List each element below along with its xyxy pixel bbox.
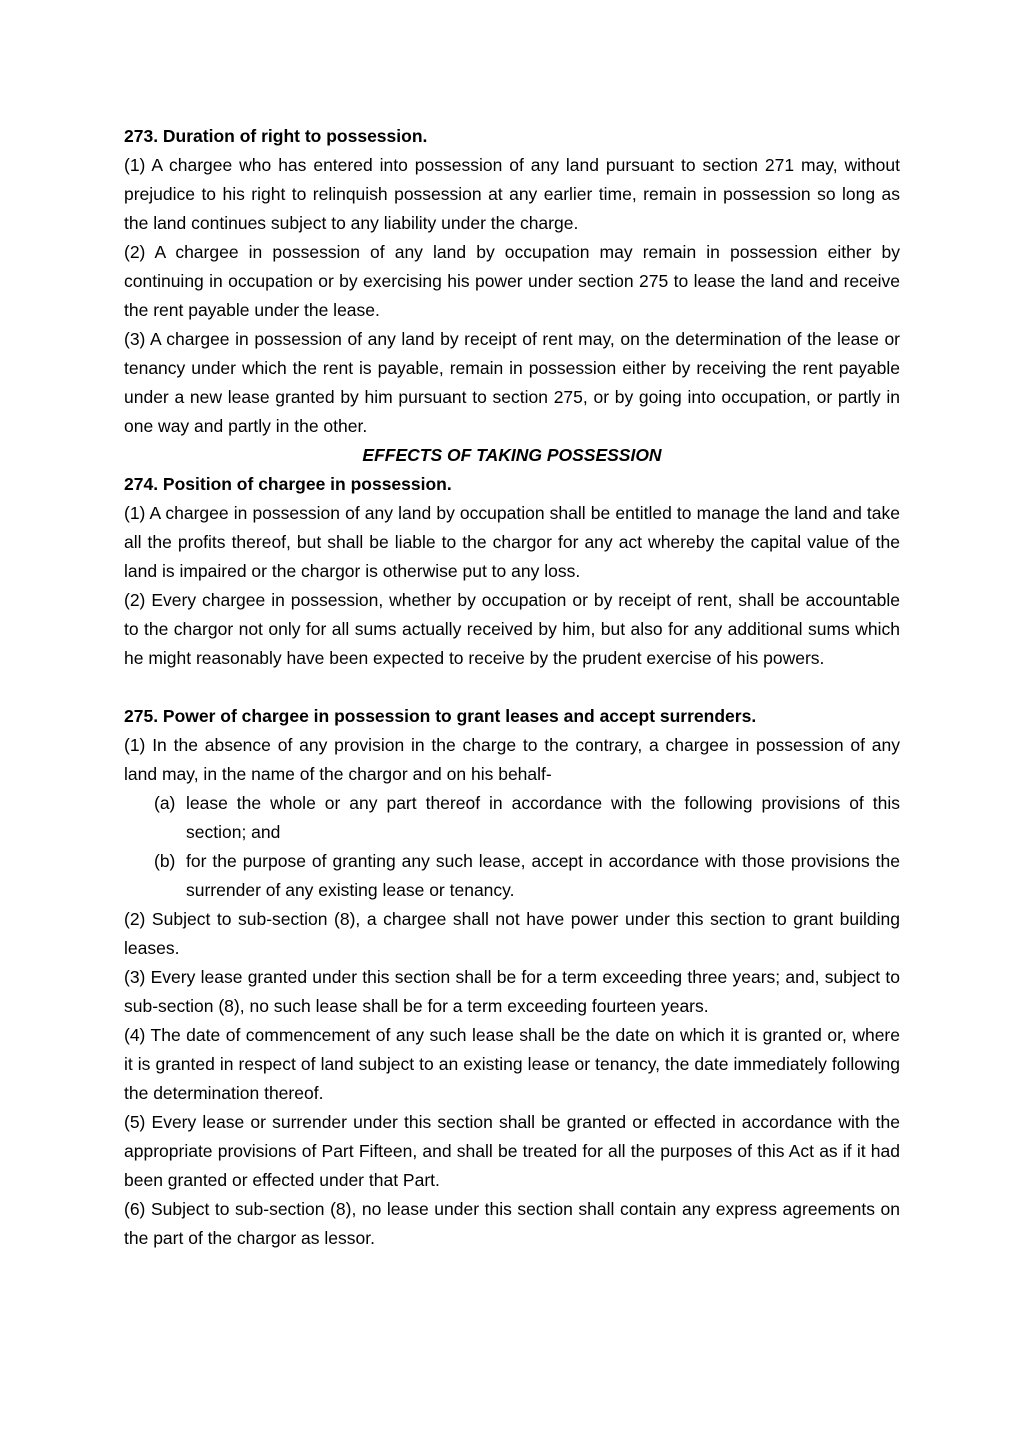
section-275-para-2: (2) Subject to sub-section (8), a chargee shall not have power under this section to grant building leases.: [124, 909, 900, 958]
section-spacer: [124, 673, 900, 702]
section-273-para-1: (1) A chargee who has entered into possession of any land pursuant to section 271 may, without prejudice to his right to relinquish possession at any earlier time, remain in possession so long as the land continues subject to any liability under the charge.: [124, 155, 900, 233]
section-275-para-4: (4) The date of commencement of any such lease shall be the date on which it is granted or, where it is granted in respect of land subject to an existing lease or tenancy, the date immediately following the determination thereof.: [124, 1025, 900, 1103]
list-marker-b: (b): [154, 851, 176, 871]
section-275-para-3: (3) Every lease granted under this section shall be for a term exceeding three years; and, subject to sub-section (8), no such lease shall be for a term exceeding fourteen years.: [124, 967, 900, 1016]
document-page: [124, 122, 900, 1253]
section-274-para-2: (2) Every chargee in possession, whether by occupation or by receipt of rent, shall be accountable to the chargor not only for all sums actually received by him, but also for any additional sums which he might reasonably have been expected to receive by the prudent exercise of his powers.: [124, 590, 900, 668]
list-text-a: lease the whole or any part thereof in accordance with the following provisions of this section; and: [186, 793, 900, 842]
section-275-para-6: (6) Subject to sub-section (8), no lease under this section shall contain any express agreements on the part of the chargor as lessor.: [124, 1199, 900, 1248]
section-273-heading: 273. Duration of right to possession.: [124, 126, 428, 146]
list-item-a: [124, 789, 900, 847]
section-273-para-2: (2) A chargee in possession of any land by occupation may remain in possession either by continuing in occupation or by exercising his power under section 275 to lease the land and receive the rent payable under the lease.: [124, 242, 900, 320]
section-274-para-1: (1) A chargee in possession of any land by occupation shall be entitled to manage the land and take all the profits thereof, but shall be liable to the chargor for any act whereby the capital value of the land is impaired or the chargor is otherwise put to any loss.: [124, 503, 900, 581]
effects-subheading: EFFECTS OF TAKING POSSESSION: [362, 445, 662, 465]
section-275-heading: 275. Power of chargee in possession to grant leases and accept surrenders.: [124, 706, 757, 726]
list-text-b: for the purpose of granting any such lease, accept in accordance with those provisions the surrender of any existing lease or tenancy.: [186, 851, 900, 900]
list-item-b: [124, 847, 900, 905]
list-marker-a: (a): [154, 793, 176, 813]
section-273-para-3: (3) A chargee in possession of any land by receipt of rent may, on the determination of the lease or tenancy under which the rent is payable, remain in possession either by receiving the rent payable under a new lease granted by him pursuant to section 275, or by going into occupation, or partly in one way and partly in the other.: [124, 329, 900, 436]
section-275-intro: (1) In the absence of any provision in the charge to the contrary, a chargee in possession of any land may, in the name of the chargor and on his behalf-: [124, 735, 900, 784]
section-274-heading: 274. Position of chargee in possession.: [124, 474, 452, 494]
section-275-para-5: (5) Every lease or surrender under this section shall be granted or effected in accordance with the appropriate provisions of Part Fifteen, and shall be treated for all the purposes of this Act as if it had been granted or effected under that Part.: [124, 1112, 900, 1190]
